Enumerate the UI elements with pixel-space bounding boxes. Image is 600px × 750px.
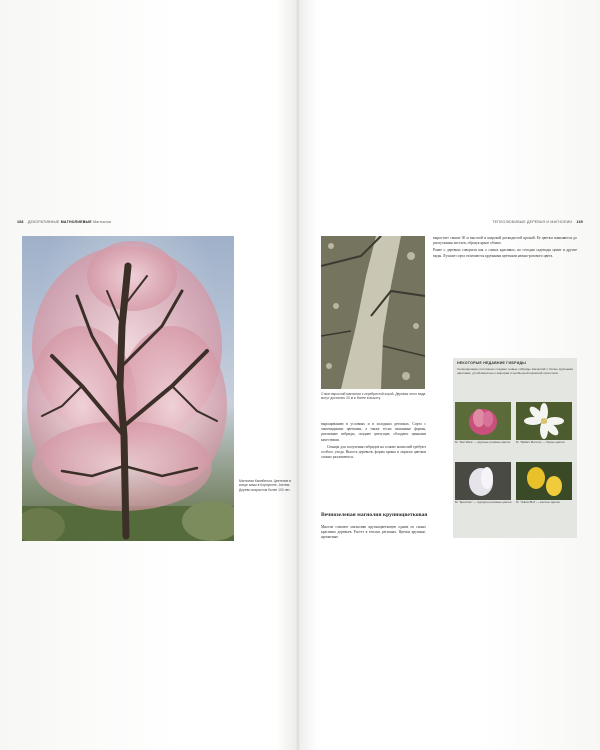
magnolia-trunk-photo: [321, 236, 425, 389]
running-head-right: [492, 220, 586, 224]
body-column-a: [321, 422, 426, 462]
running-head-left: [14, 220, 111, 224]
flower-caption: M. 'Wada's Memory' — белые цветки: [516, 440, 565, 444]
flower-photo-pale: [455, 462, 511, 500]
running-head-right-section: ТЕПЛОЛЮБИВЫЕ ДЕРЕВЬЯ И МАГНОЛИИ: [492, 220, 573, 224]
sidebar-text: Селекционеры постоянно создают новые гибриды магнолий с более крупными цветками, устойчивостью к морозам и необычной окраской лепестков.: [457, 367, 573, 375]
running-head-section: ДЕКОРАТИВНЫЕ: [27, 220, 60, 224]
flower-caption: M. 'Yellow Bird' — желтые цветки: [516, 500, 560, 504]
magnolia-tree-photo: [22, 236, 234, 541]
hybrids-sidebar: [453, 358, 577, 538]
section-subheading: Вечнозеленая магнолия крупноцветковая: [321, 512, 428, 518]
book-spine: [296, 0, 300, 750]
flower-photo-pink: [455, 402, 511, 440]
body-paragraph: Ранее о деревьях говорили как о самых красивых, но сегодня садоводы ценят и другие виды. Лучшие сорта отличаются крупными цветками нежно-розового цвета.: [433, 248, 577, 258]
running-head-chapter: МАГНОЛИЕВЫЕ: [60, 220, 92, 224]
flower-caption: M. 'Star Wars' — крупные розовые цветки: [455, 440, 511, 444]
page-number-right: 169: [576, 220, 583, 224]
body-column-a2: [321, 521, 426, 544]
page-number-left: 168: [17, 220, 24, 224]
body-paragraph: выращиванию в условиях и в холодных регионах. Сорта с чашевидными цветками, а также тесно связанные формы, различные гибриды, позднее цветущие, обладают ценными качествами.: [321, 422, 426, 442]
sidebar-title: НЕКОТОРЫЕ НЕДАВНИЕ ГИБРИДЫ: [457, 361, 526, 365]
body-column-b: [433, 236, 577, 261]
tree-photo-caption: Магнолия Кэмпбелла. Цветение в конце зимы в Корнуолле, Англия. Дерево возрастом более 100 лет.: [239, 479, 291, 492]
running-head-sub: Магнолия: [93, 220, 111, 224]
body-paragraph: Сеянцы для получения гибридов на основе магнолий требуют особого ухода. Высота деревьев, форма кроны и окраска цветков сильно различаются.: [321, 444, 426, 460]
flower-photo-yellow: [516, 462, 572, 500]
flower-caption: M. 'Spectrum' — пурпурно-розовые цветки: [455, 500, 512, 504]
body-paragraph: вырастает свыше 30 м высотой и широкой раскидистой кроной. Ее цветки появляются до распускания листьев, образуя яркое облако.: [433, 236, 577, 246]
trunk-photo-caption: Ствол взрослой магнолии с серебристой корой. Деревья этого вида могут достигать 20 м и более в высоту.: [321, 392, 426, 401]
flower-photo-white: [516, 402, 572, 440]
body-paragraph: Многие считают магнолию крупноцветковую одним из самых красивых деревьев. Растет в теплых регионах. Цветки крупные, ароматные.: [321, 524, 426, 540]
